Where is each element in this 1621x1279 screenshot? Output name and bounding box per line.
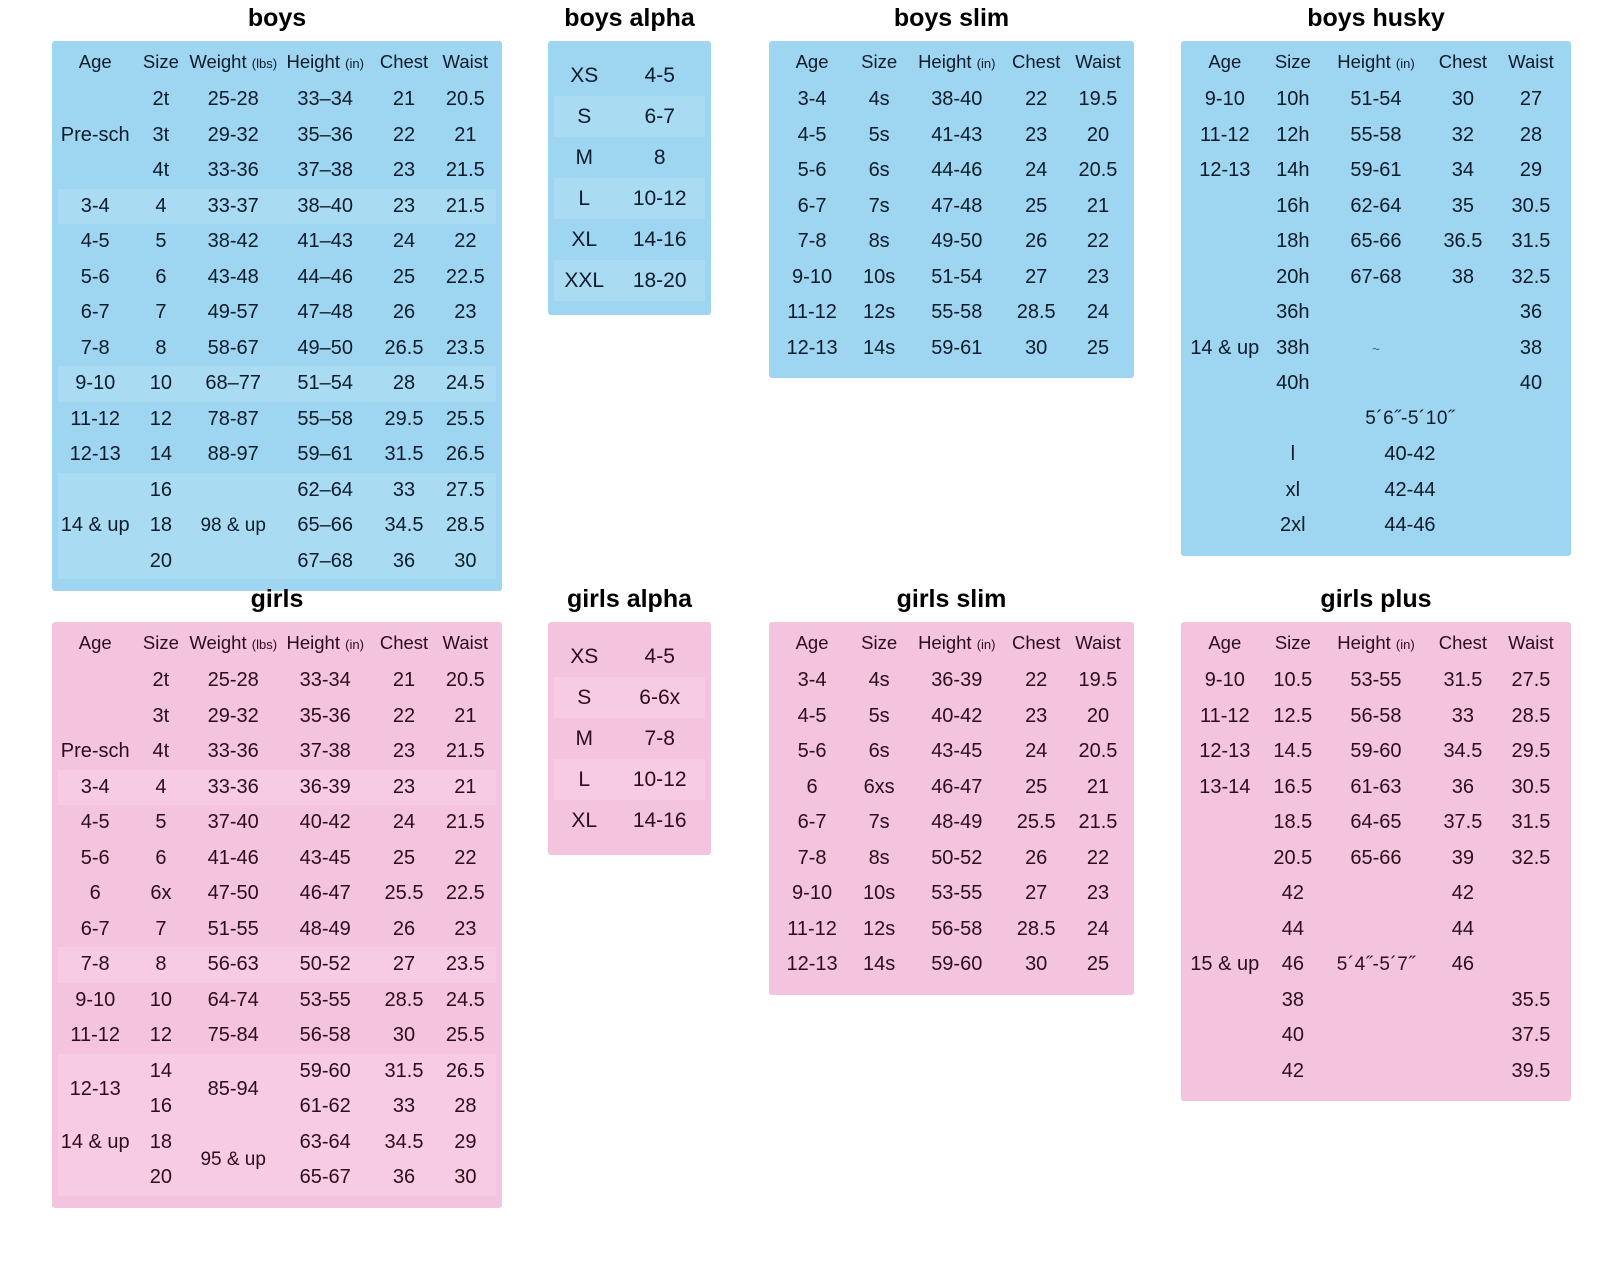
chart-girls-plus-title: girls plus — [1320, 585, 1432, 613]
table-row: 12-13 14 88-97 59–61 31.5 26.5 — [69, 443, 485, 466]
chart-boys-alpha-title: boys alpha — [564, 4, 695, 32]
chart-girls-slim-title: girls slim — [896, 585, 1007, 613]
table-row: 4-5 5 37-40 40-42 24 21.5 — [80, 811, 485, 834]
table-row: 4t 33-36 37–38 23 21.5 — [152, 159, 485, 182]
column-header-height: Height (in) — [286, 632, 364, 653]
table-row: XL 14-16 — [571, 227, 687, 251]
chart-girls-title: girls — [250, 585, 304, 613]
column-header-height: Height (in) — [1337, 51, 1415, 72]
boys-size-table — [58, 51, 496, 579]
table-row: 3-4 4 33-37 38–40 23 21.5 — [58, 189, 496, 225]
table-header-row — [775, 51, 1128, 82]
table-row: 15 & up 46 5´4˝-5´7˝ 46 — [1187, 947, 1565, 983]
table-row: 6-7 7s 48-49 25.5 21.5 — [797, 811, 1118, 834]
boys-husky-table — [1187, 51, 1565, 544]
table-row: 11-12 12 78-87 55–58 29.5 25.5 — [70, 407, 485, 430]
column-header-chest: Chest — [379, 632, 429, 653]
column-header-age: Age — [78, 51, 112, 72]
column-header-chest: Chest — [1438, 632, 1488, 653]
column-header-size: Size — [1274, 632, 1311, 653]
column-header-age: Age — [795, 51, 829, 72]
chart-boys-slim-table-wrap — [769, 41, 1134, 378]
table-row: M 8 — [575, 145, 666, 169]
column-header-waist: Waist — [442, 51, 489, 72]
table-row: 11-12 12s 56-58 28.5 24 — [787, 917, 1110, 940]
table-row: 12-13 14 85-94 59-60 31.5 26.5 — [58, 1054, 496, 1090]
chart-boys-table-wrap — [52, 41, 502, 591]
table-row: 3-4 4s 36-39 22 19.5 — [797, 669, 1118, 692]
girls-slim-table — [775, 632, 1128, 983]
table-row: 2t 25-28 33-34 21 20.5 — [152, 669, 485, 692]
table-row: 7-8 8 58-67 49–50 26.5 23.5 — [80, 336, 485, 359]
column-header-height: Height (in) — [1337, 632, 1415, 653]
chart-girls-slim-table-wrap — [769, 622, 1134, 995]
table-row: 6 6xs 46-47 25 21 — [806, 775, 1110, 798]
husky-marker: ~ — [1371, 340, 1381, 357]
table-row: M 7-8 — [575, 726, 675, 750]
column-header-size: Size — [861, 632, 898, 653]
column-header-age: Age — [78, 632, 112, 653]
column-header-height: Height (in) — [918, 51, 996, 72]
column-header-age: Age — [795, 632, 829, 653]
table-row: 5-6 6s 43-45 24 20.5 — [797, 740, 1118, 763]
table-row: 20 67–68 36 30 — [58, 544, 496, 580]
chart-girls — [52, 585, 502, 1208]
table-row: 4-5 5 38-42 41–43 24 22 — [80, 230, 477, 253]
table-row: xl 42-44 — [1285, 478, 1436, 501]
table-row: 16 62–64 33 27.5 — [58, 473, 496, 509]
girls-plus-table — [1187, 632, 1565, 1089]
table-row: 7-8 8s 49-50 26 22 — [797, 230, 1110, 253]
table-row: 12-13 14s 59-60 30 25 — [786, 953, 1110, 976]
table-row: 44 44 — [1281, 917, 1475, 940]
table-row: 14 & up 18 95 & up 63-64 34.5 29 — [58, 1125, 496, 1161]
table-row: S 6-6x — [554, 677, 705, 718]
table-row: 18h 65-66 36.5 31.5 — [1276, 230, 1551, 253]
girls-alpha-table — [554, 636, 705, 841]
table-row: 11-12 12 75-84 56-58 30 25.5 — [70, 1024, 485, 1047]
column-header-height: Height (in) — [286, 51, 364, 72]
table-row: 42 42 — [1281, 882, 1475, 905]
column-header-waist: Waist — [1075, 51, 1121, 72]
column-header-age: Age — [1208, 632, 1242, 653]
chart-boys-title: boys — [247, 4, 307, 32]
table-row: 13-14 16.5 61-63 36 30.5 — [1199, 775, 1551, 798]
table-row: XS 4-5 — [570, 63, 675, 87]
column-header-waist: Waist — [1075, 632, 1121, 653]
table-header-row — [1187, 632, 1565, 663]
column-header-waist: Waist — [1508, 51, 1554, 72]
column-header-size: Size — [861, 51, 898, 72]
chart-boys — [52, 4, 502, 591]
table-row: 3t 29-32 35-36 22 21 — [152, 704, 477, 727]
column-header-weight: Weight (lbs) — [189, 51, 278, 72]
chart-girls-alpha — [548, 585, 711, 855]
table-row: l 40-42 — [1290, 443, 1436, 466]
chart-boys-slim — [769, 4, 1134, 378]
chart-boys-husky — [1181, 4, 1571, 556]
table-row: 20 65-67 36 30 — [58, 1160, 496, 1196]
table-row: 38 35.5 — [1281, 988, 1551, 1011]
chart-boys-slim-title: boys slim — [893, 4, 1010, 32]
column-header-height: Height (in) — [918, 632, 996, 653]
table-row: 5-6 6s 44-46 24 20.5 — [797, 159, 1118, 182]
table-row: 9-10 10s 53-55 27 23 — [792, 882, 1110, 905]
table-row: L 10-12 — [554, 178, 705, 219]
table-row: 2t 25-28 33–34 21 20.5 — [152, 88, 485, 111]
table-row: 11-12 12s 55-58 28.5 24 — [787, 301, 1110, 324]
chart-girls-plus — [1181, 585, 1571, 1101]
chart-boys-alpha-table-wrap — [548, 41, 711, 315]
boys-slim-table — [775, 51, 1128, 366]
table-row: 6-7 7s 47-48 25 21 — [797, 194, 1110, 217]
column-header-size: Size — [142, 632, 179, 653]
table-row: 9-10 10 68–77 51–54 28 24.5 — [58, 366, 496, 402]
table-row: 42 39.5 — [1281, 1059, 1551, 1082]
table-row: Pre-sch 3t 29-32 35–36 22 21 — [60, 123, 477, 146]
table-header-row — [58, 51, 496, 82]
chart-girls-plus-table-wrap — [1181, 622, 1571, 1101]
column-header-age: Age — [1208, 51, 1242, 72]
table-row: 12-13 14s 59-61 30 25 — [786, 336, 1110, 359]
table-row: 2xl 44-46 — [1280, 514, 1436, 537]
table-row: 3-4 4s 38-40 22 19.5 — [797, 88, 1118, 111]
table-row: 20h 67-68 38 32.5 — [1276, 265, 1551, 288]
table-row: 36h 36 — [1276, 301, 1543, 324]
table-row: 9-10 10 64-74 53-55 28.5 24.5 — [75, 988, 485, 1011]
table-row: 16 61-62 33 28 — [58, 1089, 496, 1125]
table-row: 11-12 12h 55-58 32 28 — [1199, 123, 1543, 146]
table-row: 12-13 14h 59-61 34 29 — [1199, 159, 1543, 182]
table-row: 12-13 14.5 59-60 34.5 29.5 — [1199, 740, 1551, 763]
table-row: S 6-7 — [554, 96, 705, 137]
table-row: 20.5 65-66 39 32.5 — [1273, 846, 1551, 869]
table-row: 4-5 5s 40-42 23 20 — [797, 704, 1110, 727]
table-row: 4-5 5s 41-43 23 20 — [797, 123, 1110, 146]
table-row: 18.5 64-65 37.5 31.5 — [1273, 811, 1551, 834]
chart-boys-husky-title: boys husky — [1307, 4, 1445, 32]
chart-girls-alpha-title: girls alpha — [566, 585, 693, 613]
table-row: 6-7 7 51-55 48-49 26 23 — [80, 917, 477, 940]
table-row: 14 & up 18 98 & up 65–66 34.5 28.5 — [58, 508, 496, 544]
table-row: 3-4 4 33-36 36-39 23 21 — [58, 770, 496, 806]
table-row — [1187, 402, 1565, 438]
table-row: 9-10 10.5 53-55 31.5 27.5 — [1204, 669, 1551, 692]
table-row: 5-6 6 41-46 43-45 25 22 — [80, 846, 477, 869]
girls-size-table — [58, 632, 496, 1196]
column-header-chest: Chest — [1012, 632, 1061, 653]
column-header-waist: Waist — [1508, 632, 1554, 653]
table-row: L 10-12 — [554, 759, 705, 800]
table-row: 14 & up 38h ~ 38 — [1187, 331, 1565, 367]
table-row: 40 37.5 — [1281, 1024, 1551, 1047]
table-header-row — [1187, 51, 1565, 82]
column-header-chest: Chest — [1012, 51, 1061, 72]
column-header-chest: Chest — [379, 51, 429, 72]
column-header-weight: Weight (lbs) — [189, 632, 278, 653]
column-header-size: Size — [142, 51, 179, 72]
column-header-size: Size — [1274, 51, 1311, 72]
table-row: 9-10 10s 51-54 27 23 — [792, 265, 1110, 288]
table-row: XXL 18-20 — [554, 260, 705, 301]
chart-girls-alpha-table-wrap — [548, 622, 711, 855]
table-row: Pre-sch 4t 33-36 37-38 23 21.5 — [60, 740, 485, 763]
plus-height-range: 5´4˝-5´7˝ — [1336, 953, 1416, 975]
chart-girls-table-wrap — [52, 622, 502, 1208]
table-header-row — [775, 632, 1128, 663]
table-row: 7-8 8s 50-52 26 22 — [797, 846, 1110, 869]
column-header-waist: Waist — [442, 632, 489, 653]
table-row: 6 6x 47-50 46-47 25.5 22.5 — [89, 882, 485, 905]
husky-height-range: 5´6˝-5´10˝ — [1365, 408, 1455, 430]
table-row: 9-10 10h 51-54 30 27 — [1204, 88, 1543, 111]
table-row: 11-12 12.5 56-58 33 28.5 — [1199, 704, 1551, 727]
table-row: XS 4-5 — [570, 644, 675, 668]
table-row: XL 14-16 — [571, 808, 687, 832]
table-header-row — [58, 632, 496, 663]
table-row: 16h 62-64 35 30.5 — [1276, 194, 1551, 217]
chart-girls-slim — [769, 585, 1134, 995]
table-row: 40h 40 — [1276, 372, 1543, 395]
table-row: 6-7 7 49-57 47–48 26 23 — [80, 301, 477, 324]
table-row: 5-6 6 43-48 44–46 25 22.5 — [80, 265, 485, 288]
column-header-chest: Chest — [1438, 51, 1488, 72]
table-row: 7-8 8 56-63 50-52 27 23.5 — [58, 947, 496, 983]
boys-alpha-table — [554, 55, 705, 301]
chart-boys-husky-table-wrap — [1181, 41, 1571, 556]
chart-boys-alpha — [548, 4, 711, 315]
